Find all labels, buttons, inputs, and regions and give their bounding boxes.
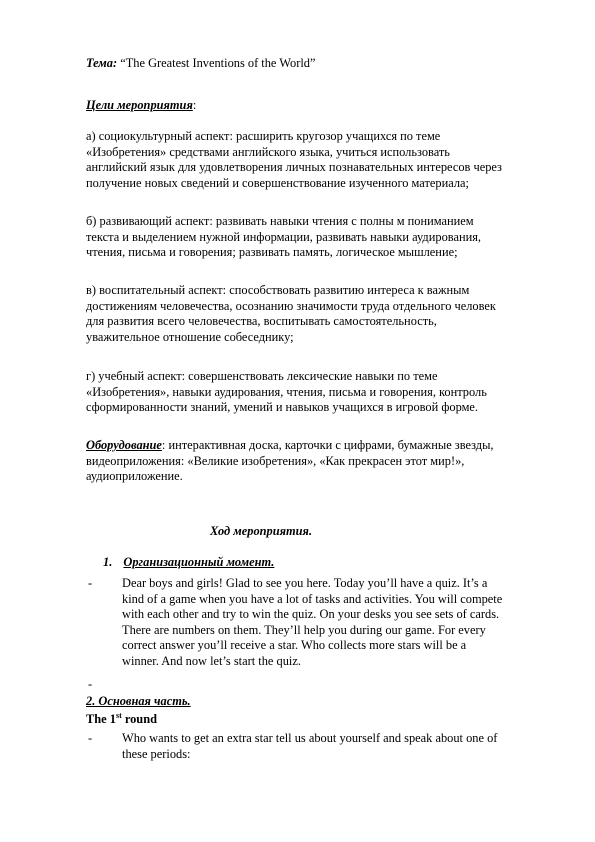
goal-c-line: уважительное отношение собеседнику;: [86, 329, 294, 344]
goal-c-line: достижениям человечества, осознанию значимости труда отдельного человек: [86, 298, 496, 313]
goal-d-line: «Изобретения», навыки аудирования, чтения, письма и говорения, контроль: [86, 384, 487, 399]
section1-title: Организационный момент.: [123, 555, 275, 569]
section1-line: kind of a game when you have a lot of tasks and activities. You will compete: [122, 591, 503, 606]
empty-dash: -: [88, 677, 93, 691]
goals-heading: [86, 98, 562, 114]
goal-b-line: чтения, письма и говорения; развивать память, логическое мышление;: [86, 245, 458, 260]
goal-b-line: текста и выделением нужной информации, развивать навыки аудирования,: [86, 229, 482, 244]
section1-number: 1.: [103, 555, 113, 569]
round-sup: st: [115, 710, 122, 720]
theme-label: Тема:: [86, 56, 118, 70]
section2-title: 2. Основная часть.: [86, 694, 191, 708]
goal-d-paragraph: [86, 369, 562, 416]
equipment-label: Оборудование: [86, 438, 162, 452]
round-suffix: round: [121, 712, 157, 726]
goal-a-line: английский язык для удовлетворения личных познавательных интересов через: [86, 160, 502, 175]
section1-line: winner. And now let’s start the quiz.: [122, 653, 301, 668]
theme-title: “The Greatest Inventions of the World”: [120, 56, 316, 70]
round-prefix: The 1: [86, 712, 116, 726]
goal-d-line: г) учебный аспект: совершенствовать лексические навыки по теме: [86, 369, 438, 383]
section1-line: with each other and try to win the quiz. On your desks you see sets of cards.: [122, 607, 500, 622]
goal-a-line: получение новых сведений и совершенствование изученного материала;: [86, 175, 469, 190]
section1-line: There are numbers on them. They’ll help you during our game. For every: [122, 622, 486, 637]
goals-heading-label: Цели мероприятия: [86, 98, 193, 112]
equipment-paragraph: [86, 438, 562, 485]
goal-a-line: «Изобретения» средствами английского языка, учиться использовать: [86, 144, 450, 159]
section2-line: Who wants to get an extra star tell us about yourself and speak about one of: [122, 731, 498, 745]
goal-a-paragraph: [86, 129, 562, 191]
section1-text: [122, 576, 554, 670]
goal-c-line: для развития всего человечества, воспитывать самостоятельность,: [86, 314, 437, 329]
round-heading: [86, 712, 562, 728]
goal-c-line: в) воспитательный аспект: способствовать развитию интереса к важным: [86, 283, 470, 297]
section2-text: [122, 731, 554, 762]
section1-line: correct answer you’ll receive a star. Who collects more stars will be a: [122, 638, 467, 653]
equipment-line: аудиоприложение.: [86, 469, 183, 484]
section1-line: Dear boys and girls! Glad to see you here. Today you’ll have a quiz. It’s a: [122, 576, 488, 590]
goal-a-line: а) социокультурный аспект: расширить кругозор учащихся по теме: [86, 129, 441, 143]
goal-d-line: сформированности знаний, умений и навыков учащихся в игровой форме.: [86, 400, 479, 415]
section1-heading: [103, 555, 274, 571]
section2-line: these periods:: [122, 746, 191, 761]
course-title: Ход мероприятия.: [210, 524, 313, 538]
equipment-line: : интерактивная доска, карточки с цифрами, бумажные звезды,: [161, 438, 494, 452]
theme-line: [86, 56, 562, 72]
goal-b-line: б) развивающий аспект: развивать навыки чтения с полны м пониманием: [86, 214, 474, 228]
goals-heading-colon: :: [192, 98, 197, 112]
section2-dash: -: [88, 731, 93, 745]
goal-b-paragraph: [86, 214, 562, 261]
section1-dash: -: [88, 576, 93, 590]
equipment-line: видеоприложения: «Великие изобретения», «Как прекрасен этот мир!»,: [86, 453, 465, 468]
goal-c-paragraph: [86, 283, 562, 345]
